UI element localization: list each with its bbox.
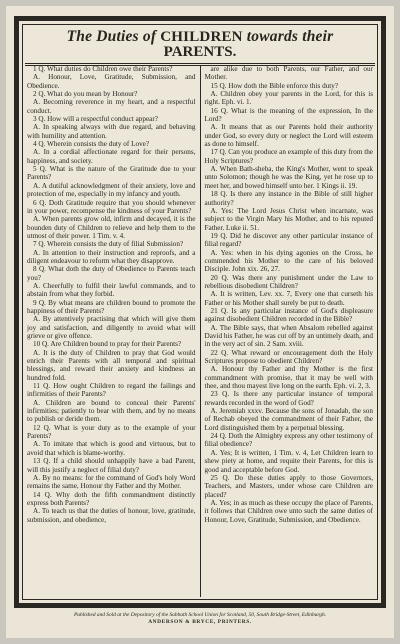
- catechism-paragraph: A. Honour thy Father and thy Mother is the first commandment with promise, that it may be well with thee, and thou mayest live long on the earth. Eph. vi. 2, 3.: [204, 365, 373, 391]
- catechism-paragraph: 17 Q. Can you produce an example of this duty from the Holy Scriptures?: [204, 148, 373, 165]
- catechism-paragraph: 11 Q. How ought Children to regard the failings and infirmities of their Parents?: [27, 382, 196, 399]
- catechism-paragraph: 19 Q. Did he discover any other particular instance of filial regard?: [204, 231, 373, 249]
- catechism-paragraph: 24 Q. Doth the Almighty express any other testimony of filial obedience?: [204, 432, 373, 449]
- catechism-paragraph: A. Yes: when in his dying agonies on the Cross, he commended his Mother to the care of his beloved Disciple. John xix. 26, 27.: [204, 248, 373, 274]
- catechism-paragraph: A. Yes: The Lord Jesus Christ when incarnate, was subject to the Virgin Mary his Mother, and to his reputed Father. Luke ii. 51.: [204, 206, 373, 232]
- catechism-paragraph: 4 Q. Wherein consists the duty of Love?: [33, 140, 150, 149]
- catechism-paragraph: 6 Q. Doth Gratitude require that you should whenever in your power, recompense the kindness of your Parents?: [27, 198, 196, 215]
- catechism-paragraph: A. It is the duty of Children to pray that God would enrich their Parents with all temporal and spiritual blessings, and reward their anxiety and kindness an hundred fold.: [27, 348, 196, 382]
- catechism-paragraph: A. The Bible says, that when Absalom rebelled against David his Father, he was cut off by an untimely death, and in the very act of sin. 2 Sam. xviii.: [204, 323, 373, 349]
- catechism-paragraph: A. To teach us that the duties of honour, love, gratitude, submission, and obedience,: [27, 507, 196, 524]
- catechism-paragraph: 7 Q. Wherein consists the duty of filial Submission?: [33, 240, 184, 249]
- title-prefix: The Duties of: [66, 28, 161, 45]
- catechism-paragraph: 23 Q. Is there any particular instance of temporal rewards recorded in the word of God?: [204, 390, 373, 407]
- catechism-paragraph: A. When parents grow old, infirm and decayed, it is the bounden duty of Children to relieve and help them to the utmost of their power. 1 Tim. v. 4.: [27, 215, 196, 240]
- left-column: [27, 65, 200, 597]
- text-columns: [27, 65, 373, 597]
- catechism-paragraph: A. It means that as our Parents hold their authority under God, so every duty or neglect the Lord will esteem as done to himself.: [204, 123, 373, 149]
- catechism-paragraph: 22 Q. What reward or encouragement doth the Holy Scriptures propose to obedient Children?: [204, 348, 373, 366]
- catechism-paragraph: 1 Q. What duties do Children owe their Parents?: [33, 65, 173, 73]
- catechism-paragraph: A. To imitate that which is good and virtuous, but to avoid that which is blame-worthy.: [27, 440, 196, 457]
- catechism-paragraph: A. When Bath-sheba, the King's Mother, went to speak unto Solomon; though he was the King, yet he rose up to meet her, and bowed himself unto her. 1 Kings ii. 19.: [204, 165, 373, 190]
- catechism-paragraph: A. Becoming reverence in my heart, and a respectful conduct.: [27, 98, 196, 115]
- catechism-paragraph: 10 Q. Are Children bound to pray for their Parents?: [33, 340, 182, 349]
- catechism-paragraph: 13 Q. If a child should unhappily have a bad Parent, will this justify a neglect of filial duty?: [27, 457, 196, 474]
- catechism-paragraph: 14 Q. Why doth the fifth commandment distinctly express both Parents?: [27, 490, 196, 507]
- ornamental-border: [14, 16, 386, 608]
- catechism-paragraph: 2 Q. What do you mean by Honour?: [33, 90, 138, 99]
- catechism-paragraph: 9 Q. By what means are children bound to promote the happiness of their Parents?: [27, 298, 196, 315]
- catechism-paragraph: 16 Q. What is the meaning of the expression, In the Lord?: [204, 106, 373, 124]
- catechism-paragraph: 25 Q. Do these duties apply to those Governors, Teachers, and Masters, under whose care Children are placed?: [204, 473, 373, 499]
- page-title-line2: PARENTS.: [163, 44, 237, 60]
- catechism-paragraph: 21 Q. Is any particular instance of God's displeasure against disobedient Children recorded in the Bible?: [204, 306, 373, 324]
- catechism-paragraph: 18 Q. Is there any instance in the Bible of still higher authority?: [204, 190, 373, 207]
- catechism-paragraph: A. Honour, Love, Gratitude, Submission, and Obedience.: [27, 73, 196, 90]
- catechism-paragraph: A. In speaking always with due regard, and behaving with humility and attention.: [27, 123, 196, 140]
- catechism-paragraph: 3 Q. How will a respectful conduct appear?: [33, 115, 158, 124]
- right-column: [201, 65, 374, 597]
- title-caps: CHILDREN: [160, 29, 243, 45]
- catechism-paragraph: A. Cheerfully to fulfil their lawful commands, and to abstain from what they forbid.: [27, 281, 196, 299]
- catechism-paragraph: 12 Q. What is your duty as to the example of your Parents?: [27, 423, 196, 441]
- catechism-paragraph: 15 Q. How doth the Bible enforce this duty?: [210, 81, 339, 90]
- catechism-paragraph: are alike due to both Parents, our Father, and our Mother.: [204, 65, 373, 82]
- catechism-paragraph: A. By attentively practising that which will give them joy and satisfaction, and diligently to avoid what will grieve or give offence.: [27, 315, 196, 340]
- catechism-paragraph: A. Jeremiah xxxv. Because the sons of Jonadab, the son of Rechab obeyed the commandment of their Father, the Lord distinguished them by a perpetual blessing.: [204, 407, 373, 432]
- catechism-paragraph: A. A dutiful acknowledgment of their anxiety, love and protection of me, especially in my infancy and youth.: [27, 181, 196, 199]
- catechism-paragraph: A. Yes; in as much as these occupy the place of Parents, it follows that Children owe unto such the same duties of Honour, Love, Gratitude, Submission, and Obedience.: [204, 498, 373, 524]
- catechism-paragraph: 5 Q. What is the nature of the Gratitude due to your Parents?: [27, 165, 196, 182]
- footer: [6, 612, 394, 626]
- catechism-paragraph: A. By no means: for the command of God's holy Word remains the same, Honour thy Father and thy Mother.: [27, 473, 196, 491]
- catechism-paragraph: A. Yes; It is written, 1 Tim. v. 4, Let Children learn to shew piety at home, and requite their Parents, for this is good and acceptable before God.: [204, 448, 373, 474]
- catechism-paragraph: A. In a cordial affectionate regard for their persons, happiness, and society.: [27, 148, 196, 165]
- catechism-paragraph: A. Children are bound to conceal their Parents' infirmities; patiently to bear with them, and by no means to publish or deride them.: [27, 398, 196, 424]
- content-frame: [22, 24, 378, 600]
- title-suffix: towards their: [242, 28, 334, 45]
- footer-printer: ANDERSON & BRYCE, PRINTERS.: [148, 619, 252, 625]
- footer-publisher: Published and Sold at the Depository of the Sabbath School Union for Scotland, 50, South Bridge-Street, Edinburgh.: [73, 612, 327, 618]
- catechism-paragraph: A. Children obey your parents in the Lord, for this is right. Eph. vi. 1.: [204, 90, 373, 107]
- catechism-paragraph: 20 Q. Was there any punishment under the Law to rebellious disobedient Children?: [204, 273, 373, 290]
- catechism-paragraph: A. In attention to their instruction and reproofs, and a diligent endeavour to reform what they disapprove.: [27, 248, 196, 265]
- catechism-paragraph: 8 Q. What doth the duty of Obedience to Parents teach you?: [27, 265, 196, 282]
- page-title: [27, 29, 373, 45]
- title-rule: [25, 63, 375, 64]
- paper-sheet: [6, 6, 394, 638]
- catechism-paragraph: A. It is written, Lev. xx. 7, Every one that curseth his Father or his Mother shall surely be put to death.: [204, 290, 373, 307]
